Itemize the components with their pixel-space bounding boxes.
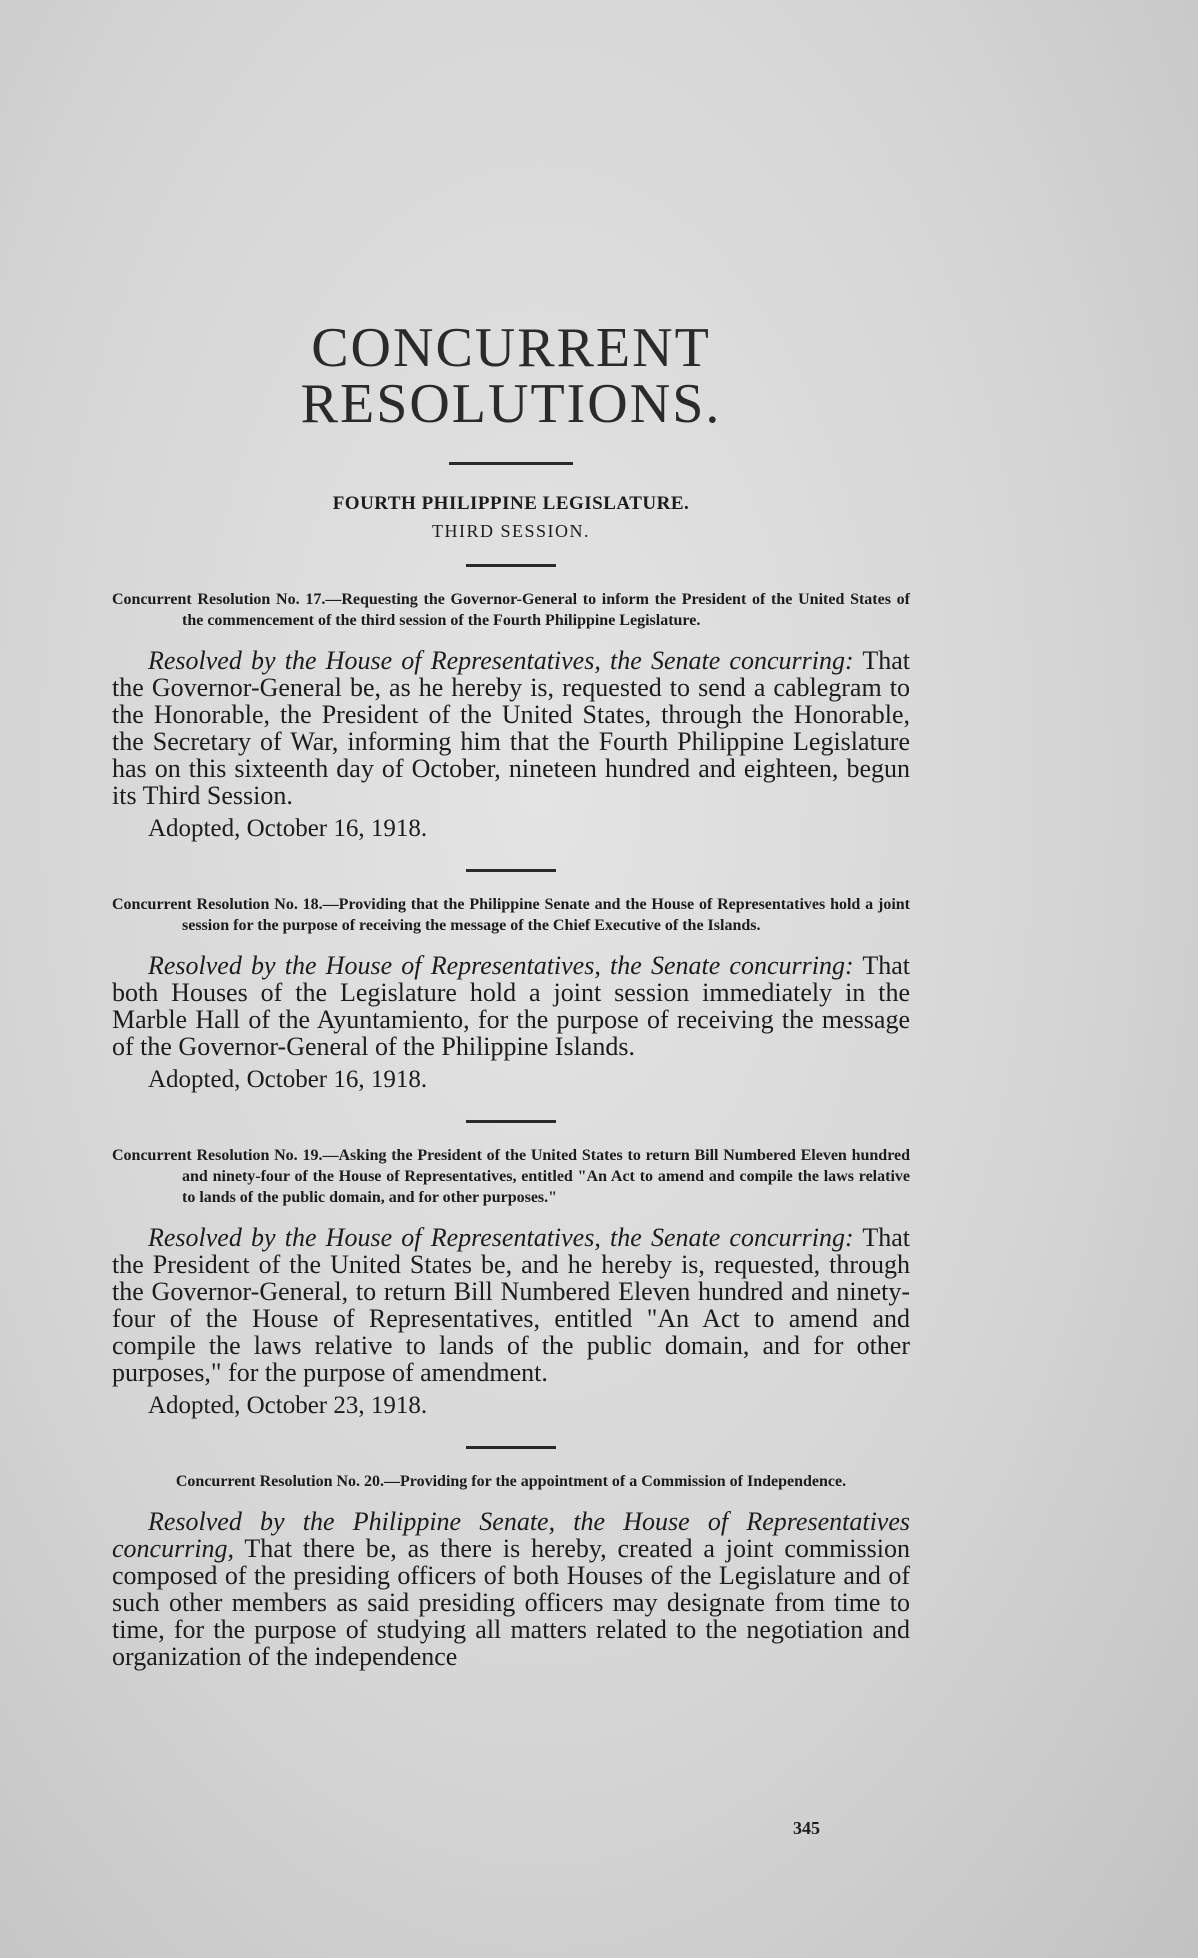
resolution-17-heading: Concurrent Resolution No. 17.—Requesting the Governor-General to inform the President of the United States of the commencement of the third session of the Fourth Philippine Legislature. — [112, 591, 910, 629]
page-title: CONCURRENT RESOLUTIONS. — [300, 317, 722, 435]
separator-rule — [466, 1120, 556, 1123]
resolution-19-text: That the President of the United States be, and he hereby is, requested, through the Governor-General, to return Bill Numbered Eleven hundred and ninety-four of the House of Representatives, entitled "An Act to amend and compile the laws relative to lands of the public domain, and for other purposes," for the purpose of amendment. — [112, 1223, 910, 1387]
separator-rule — [466, 1446, 556, 1449]
resolution-18-adopted: Adopted, October 16, 1918. — [148, 1066, 428, 1093]
page-content — [112, 317, 910, 1671]
resolution-20-resolved-clause: Resolved by the Philippine Senate, the House of Representatives concurring, — [112, 1507, 910, 1563]
resolution-18-resolved-clause: Resolved by the House of Representatives, the Senate concurring: — [148, 951, 854, 980]
session-rule — [466, 564, 556, 567]
resolution-19-adopted: Adopted, October 23, 1918. — [148, 1392, 428, 1419]
resolution-20-body — [112, 1508, 910, 1670]
resolution-19-resolved-clause: Resolved by the House of Representatives, the Senate concurring: — [148, 1223, 854, 1252]
separator-rule — [466, 869, 556, 872]
resolution-18-text: That both Houses of the Legislature hold a joint session immediately in the Marble Hall of the Ayuntamiento, for the purpose of receiving the message of the Governor-General of the Philippine Islands. — [112, 951, 910, 1061]
legislature-heading: FOURTH PHILIPPINE LEGISLATURE. — [332, 493, 690, 514]
resolution-17-text: That the Governor-General be, as he hereby is, requested to send a cablegram to the Honorable, the President of the United States, through the Honorable, the Secretary of War, informing him that the Fourth Philippine Legislature has on this sixteenth day of October, nineteen hundred and eighteen, begun its Third Session. — [112, 646, 910, 810]
resolution-19-heading: Concurrent Resolution No. 19.—Asking the President of the United States to return Bill Numbered Eleven hundred and ninety-four of the House of Representatives, entitled "An Act to amend and compile the laws relative to lands of the public domain, and for other purposes." — [112, 1147, 910, 1206]
page-number: 345 — [793, 1818, 820, 1838]
resolution-19-body — [112, 1224, 910, 1386]
title-rule — [449, 462, 573, 465]
resolution-20-text: That there be, as there is hereby, created a joint commission composed of the presiding officers of both Houses of the Legislature and of such other members as said presiding officers may designate from time to time, for the purpose of studying all matters related to the negotiation and organization of the independence — [112, 1534, 910, 1671]
resolution-18-heading: Concurrent Resolution No. 18.—Providing that the Philippine Senate and the House of Representatives hold a joint session for the purpose of receiving the message of the Chief Executive of the Islands. — [112, 896, 910, 934]
resolution-17-adopted: Adopted, October 16, 1918. — [148, 815, 428, 842]
resolution-17-resolved-clause: Resolved by the House of Representatives, the Senate concurring: — [148, 646, 854, 675]
resolution-20-heading: Concurrent Resolution No. 20.—Providing for the appointment of a Commission of Independence. — [175, 1473, 847, 1490]
resolution-17-body — [112, 647, 910, 809]
resolution-18-body — [112, 952, 910, 1060]
session-heading: THIRD SESSION. — [431, 521, 590, 541]
